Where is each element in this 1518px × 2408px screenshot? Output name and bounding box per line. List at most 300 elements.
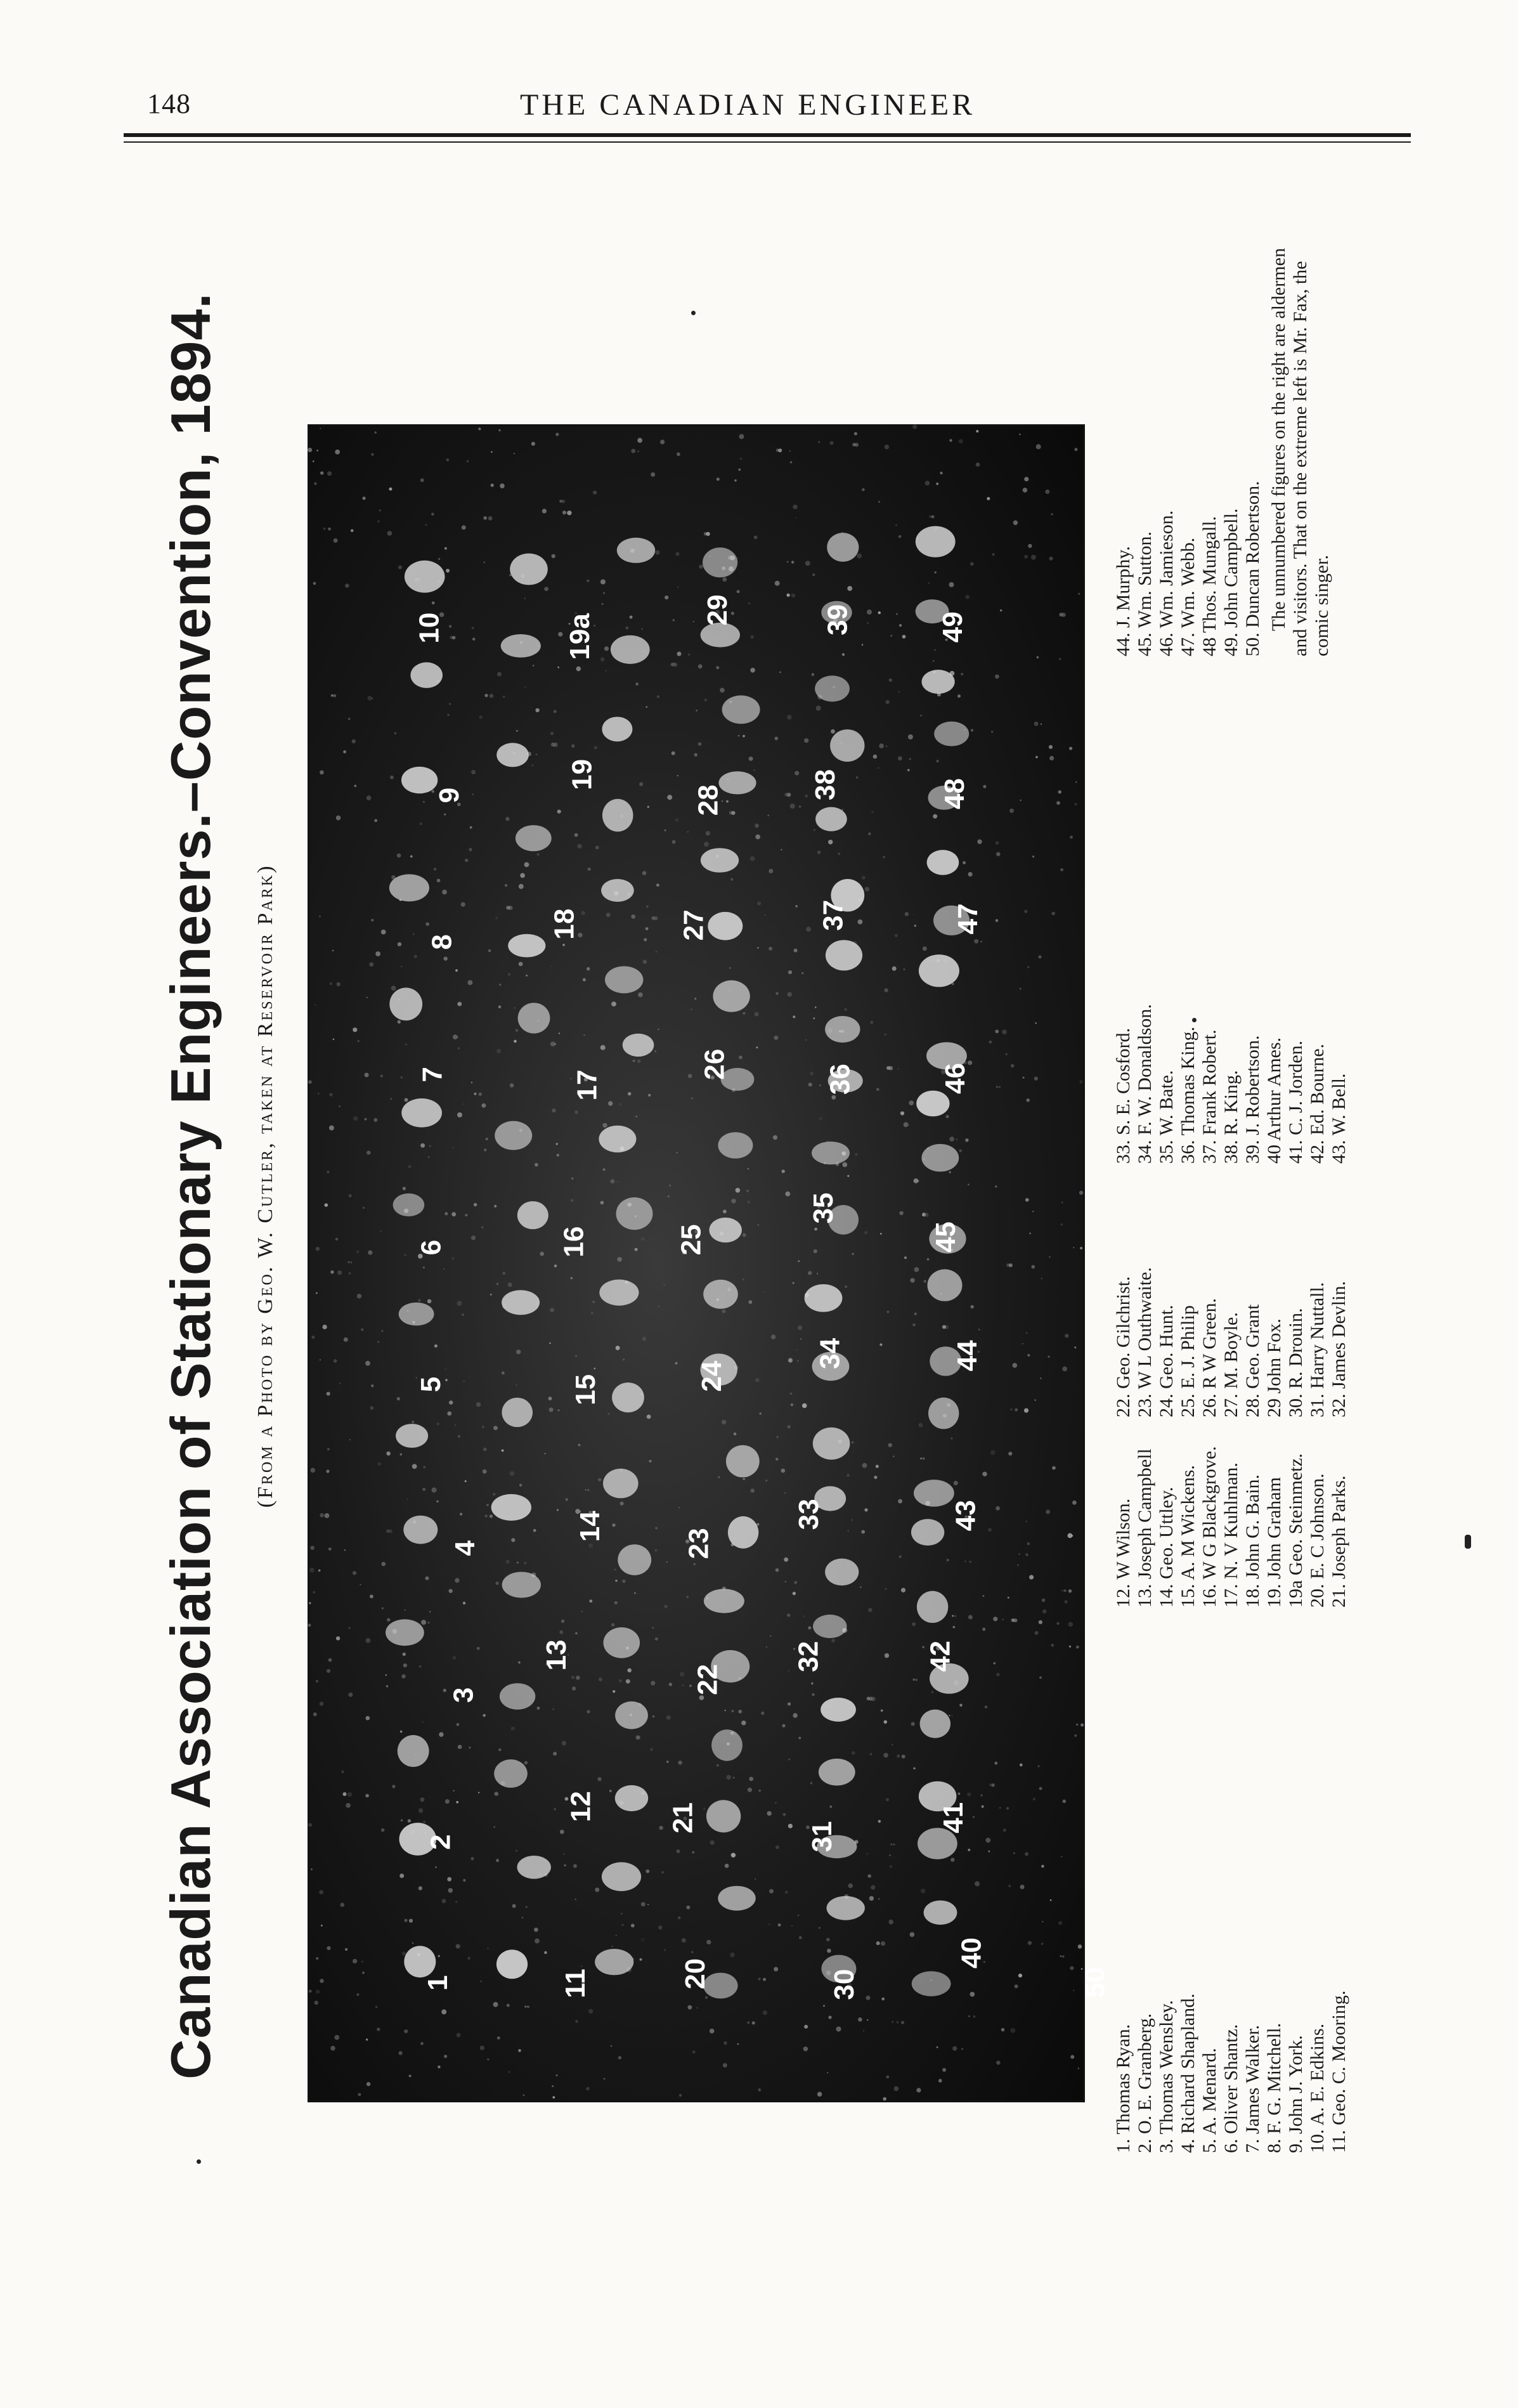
halftone-speck [403, 1663, 407, 1667]
halftone-speck [657, 695, 660, 698]
halftone-speck [937, 2047, 938, 2048]
halftone-speck [698, 742, 702, 746]
halftone-speck [617, 1181, 618, 1182]
halftone-speck [1013, 521, 1018, 525]
halftone-speck [575, 1899, 576, 1900]
halftone-speck [419, 1665, 422, 1668]
halftone-speck [818, 441, 820, 443]
halftone-speck [647, 1904, 649, 1905]
halftone-speck [642, 871, 647, 875]
halftone-speck [550, 732, 554, 735]
halftone-speck [812, 673, 814, 675]
halftone-speck [737, 590, 740, 593]
key-column-2 [1113, 1446, 1350, 1608]
halftone-speck [812, 573, 815, 576]
halftone-speck [885, 1034, 886, 1036]
halftone-speck [852, 1520, 853, 1521]
halftone-speck [865, 887, 869, 891]
figure-face [389, 875, 429, 902]
halftone-speck [673, 619, 675, 621]
figure-face [510, 554, 548, 585]
halftone-speck [884, 988, 888, 992]
halftone-speck [463, 1103, 464, 1105]
halftone-speck [1028, 1941, 1032, 1945]
figure-face [710, 1218, 742, 1242]
halftone-speck [353, 1571, 356, 1575]
halftone-speck [436, 1500, 439, 1503]
halftone-speck [1061, 1856, 1062, 1857]
halftone-speck [918, 1180, 919, 1181]
halftone-speck [758, 1978, 761, 1981]
halftone-speck [885, 1653, 889, 1658]
halftone-speck [449, 625, 451, 628]
halftone-speck [646, 906, 649, 908]
figure-face [396, 1424, 428, 1448]
halftone-speck [625, 627, 628, 630]
halftone-speck [444, 1368, 446, 1370]
halftone-speck [398, 942, 401, 946]
halftone-speck [484, 694, 488, 697]
halftone-speck [343, 1792, 347, 1796]
halftone-speck [996, 852, 1001, 857]
halftone-speck [345, 1948, 347, 1951]
halftone-speck [316, 1247, 320, 1251]
key-column-1 [1113, 1991, 1350, 2153]
halftone-speck [320, 1702, 324, 1706]
figure-number-label: 45 [930, 1221, 961, 1253]
halftone-speck [786, 594, 789, 597]
halftone-speck [348, 718, 351, 720]
halftone-speck [1068, 1622, 1074, 1627]
halftone-speck [885, 1588, 886, 1590]
halftone-speck [510, 1471, 515, 1476]
halftone-speck [949, 439, 952, 441]
halftone-speck [828, 2015, 831, 2019]
halftone-speck [805, 795, 808, 798]
halftone-speck [398, 1020, 401, 1024]
key-entry: 19a Geo. Steinmetz. [1285, 1453, 1306, 1608]
halftone-speck [572, 1686, 576, 1690]
halftone-speck [1000, 609, 1002, 612]
halftone-speck [876, 1465, 879, 1468]
halftone-speck [817, 2092, 822, 2097]
halftone-speck [868, 1608, 873, 1612]
figure-number-label: 46 [939, 1063, 971, 1094]
halftone-speck [516, 1384, 517, 1386]
halftone-speck [401, 1819, 403, 1821]
halftone-speck [961, 673, 963, 675]
halftone-speck [405, 1098, 408, 1102]
figure-number-label: 20 [679, 1958, 711, 1989]
halftone-speck [334, 2035, 339, 2040]
halftone-speck [1074, 1734, 1077, 1737]
halftone-speck [1037, 656, 1039, 658]
halftone-speck [694, 753, 697, 757]
halftone-speck [337, 1270, 342, 1275]
halftone-speck [1023, 1077, 1025, 1079]
halftone-speck [375, 951, 380, 956]
halftone-speck [371, 1384, 373, 1387]
halftone-speck [717, 1764, 719, 1767]
halftone-speck [494, 1205, 496, 1207]
halftone-speck [1064, 1589, 1067, 1592]
halftone-speck [830, 441, 834, 445]
halftone-speck [816, 706, 821, 711]
halftone-speck [812, 1693, 814, 1696]
halftone-speck [894, 2086, 899, 2092]
halftone-speck [654, 1050, 656, 1052]
halftone-speck [866, 1852, 869, 1855]
halftone-speck [560, 1830, 564, 1834]
halftone-speck [468, 980, 473, 986]
halftone-speck [903, 968, 905, 970]
figure-face [602, 1862, 641, 1891]
halftone-speck [1039, 1620, 1042, 1624]
halftone-speck [496, 1859, 499, 1862]
halftone-speck [485, 1514, 488, 1517]
halftone-speck [635, 1248, 638, 1251]
halftone-speck [952, 2047, 957, 2051]
figure-face [813, 1428, 850, 1460]
halftone-speck [1058, 1921, 1062, 1925]
halftone-speck [965, 595, 970, 599]
halftone-speck [866, 1996, 871, 2000]
key-entry: 45. Wm. Sutton. [1134, 531, 1155, 656]
halftone-speck [519, 1484, 522, 1487]
halftone-speck [471, 770, 476, 774]
halftone-speck [723, 2041, 727, 2045]
halftone-speck [677, 452, 680, 456]
halftone-speck [370, 1406, 374, 1410]
halftone-speck [434, 868, 436, 870]
figure-face [718, 1886, 755, 1911]
halftone-speck [483, 516, 487, 520]
halftone-speck [717, 478, 720, 481]
speck [1465, 1535, 1471, 1549]
halftone-speck [1062, 1955, 1064, 1957]
figure-face [922, 670, 955, 694]
halftone-speck [524, 862, 529, 868]
halftone-speck [562, 500, 565, 503]
halftone-speck [763, 1978, 766, 1981]
halftone-speck [434, 1344, 438, 1348]
halftone-speck [990, 1450, 996, 1455]
halftone-speck [621, 1924, 623, 1926]
halftone-speck [552, 1109, 555, 1112]
halftone-speck [904, 1123, 909, 1128]
figure-number-label: 47 [952, 903, 983, 935]
halftone-speck [330, 2046, 335, 2051]
key-entry: 43. W. Bell. [1328, 1073, 1349, 1164]
halftone-speck [706, 831, 710, 835]
halftone-speck [898, 1068, 899, 1069]
halftone-speck [399, 1873, 404, 1878]
halftone-speck [781, 849, 782, 850]
halftone-speck [743, 1012, 746, 1015]
halftone-speck [472, 627, 474, 629]
key-entry: 30. R. Drouin. [1285, 1308, 1306, 1417]
halftone-speck [323, 1325, 327, 1329]
halftone-speck [912, 1324, 916, 1327]
figure-number-label: 3 [448, 1687, 479, 1703]
halftone-speck [870, 1021, 873, 1024]
halftone-speck [863, 2030, 864, 2031]
halftone-speck [344, 1337, 348, 1342]
figure-face [501, 634, 541, 658]
halftone-speck [471, 1082, 473, 1084]
halftone-speck [767, 814, 769, 816]
halftone-speck [367, 1150, 370, 1154]
halftone-speck [1061, 1202, 1063, 1203]
figure-face [386, 1619, 424, 1646]
halftone-speck [1041, 724, 1042, 726]
key-entry: 25. E. J. Philip [1177, 1305, 1198, 1417]
halftone-speck [366, 2039, 368, 2041]
halftone-speck [575, 1632, 577, 1634]
halftone-speck [688, 653, 690, 655]
figure-number-label: 5 [415, 1376, 447, 1393]
figure-face [815, 675, 850, 701]
halftone-speck [864, 1231, 867, 1234]
halftone-speck [491, 484, 494, 487]
halftone-speck [611, 2045, 612, 2047]
halftone-speck [537, 1707, 540, 1710]
halftone-speck [806, 927, 811, 932]
halftone-speck [369, 962, 373, 966]
halftone-speck [773, 1135, 777, 1140]
halftone-speck [375, 2006, 377, 2008]
halftone-speck [878, 767, 879, 769]
halftone-speck [854, 432, 857, 435]
halftone-speck [344, 1549, 346, 1551]
figure-number-label: 19a [564, 613, 595, 660]
halftone-speck [961, 2048, 963, 2050]
halftone-speck [366, 1638, 371, 1643]
halftone-speck [442, 890, 447, 895]
halftone-speck [483, 1469, 487, 1474]
halftone-speck [493, 2002, 498, 2007]
halftone-speck [1042, 1610, 1047, 1614]
halftone-speck [1022, 1343, 1023, 1344]
halftone-speck [802, 1403, 807, 1409]
key-entry: 14. Geo. Uttley. [1156, 1487, 1177, 1608]
halftone-speck [1017, 1564, 1019, 1566]
halftone-speck [327, 1448, 330, 1450]
figure-face [726, 1445, 760, 1478]
halftone-speck [367, 795, 372, 800]
halftone-speck [694, 998, 696, 999]
header-rule [124, 133, 1411, 137]
halftone-speck [1018, 1553, 1020, 1555]
halftone-speck [550, 1308, 554, 1312]
halftone-speck [755, 824, 759, 828]
halftone-speck [409, 1919, 413, 1923]
halftone-speck [678, 1507, 680, 1508]
halftone-speck [436, 1422, 439, 1426]
halftone-speck [752, 2021, 755, 2024]
halftone-speck [908, 734, 913, 739]
halftone-speck [1013, 1363, 1018, 1368]
halftone-speck [958, 1793, 961, 1795]
halftone-speck [438, 558, 440, 560]
halftone-speck [785, 1581, 786, 1582]
halftone-speck [394, 732, 397, 734]
halftone-speck [1080, 1724, 1084, 1727]
halftone-speck [998, 1086, 1001, 1088]
halftone-speck [769, 869, 773, 873]
halftone-speck [1040, 1377, 1042, 1379]
halftone-speck [737, 2043, 739, 2045]
halftone-speck [651, 472, 655, 477]
halftone-speck [1034, 1399, 1036, 1401]
halftone-speck [738, 735, 740, 737]
key-entry: 31. Harry Nuttall. [1307, 1282, 1328, 1417]
halftone-speck [506, 1560, 510, 1564]
figure-face [934, 722, 969, 746]
halftone-speck [804, 2025, 808, 2029]
halftone-speck [790, 461, 792, 463]
halftone-speck [493, 1493, 496, 1496]
figure-number-label: 48 [939, 778, 971, 810]
halftone-speck [308, 1624, 311, 1627]
halftone-speck [490, 1294, 492, 1296]
halftone-speck [362, 1972, 365, 1974]
figure-face [615, 1785, 648, 1811]
halftone-speck [471, 1857, 474, 1860]
figure-face [595, 1949, 633, 1975]
halftone-speck [791, 1403, 793, 1406]
halftone-speck [498, 1748, 502, 1752]
halftone-speck [351, 530, 353, 532]
halftone-speck [651, 916, 655, 920]
halftone-speck [620, 1502, 624, 1506]
halftone-speck [898, 691, 900, 693]
halftone-speck [867, 1874, 871, 1878]
halftone-speck [552, 1708, 554, 1710]
halftone-speck [581, 911, 585, 915]
halftone-speck [555, 2074, 557, 2076]
halftone-speck [766, 1646, 767, 1648]
halftone-speck [341, 1903, 345, 1907]
halftone-speck [481, 1103, 486, 1108]
key-entry: 9. John J. York. [1285, 2035, 1306, 2153]
halftone-speck [335, 450, 340, 455]
halftone-speck [429, 1145, 431, 1147]
halftone-speck [769, 1923, 770, 1925]
halftone-speck [550, 965, 551, 966]
halftone-speck [878, 1898, 880, 1900]
halftone-speck [595, 1887, 599, 1892]
halftone-speck [723, 2063, 727, 2067]
halftone-speck [1001, 2028, 1005, 2032]
halftone-speck [382, 1607, 384, 1609]
halftone-speck [457, 2033, 461, 2038]
halftone-speck [912, 1679, 915, 1681]
halftone-speck [924, 1280, 927, 1283]
halftone-speck [967, 1793, 971, 1797]
halftone-speck [316, 1957, 318, 1960]
halftone-speck [810, 1782, 813, 1785]
halftone-speck [516, 1850, 517, 1852]
halftone-speck [750, 1488, 755, 1493]
halftone-speck [656, 951, 658, 953]
halftone-speck [1035, 756, 1038, 758]
halftone-speck [886, 745, 888, 747]
halftone-speck [847, 586, 852, 591]
halftone-speck [462, 525, 466, 530]
halftone-speck [361, 1328, 363, 1331]
halftone-speck [782, 1813, 786, 1816]
halftone-speck [913, 1767, 915, 1769]
halftone-speck [533, 1529, 536, 1532]
halftone-speck [329, 1126, 334, 1131]
halftone-speck [514, 453, 515, 454]
halftone-speck [895, 524, 897, 526]
halftone-speck [1025, 1553, 1028, 1556]
halftone-speck [1039, 1676, 1042, 1679]
halftone-speck [883, 1753, 888, 1758]
halftone-speck [1006, 1807, 1009, 1809]
halftone-speck [611, 1001, 616, 1006]
halftone-speck [571, 1199, 573, 1202]
key-entry: 40 Arthur Ames. [1264, 1037, 1285, 1164]
halftone-speck [1002, 1029, 1007, 1034]
halftone-speck [1002, 1618, 1004, 1620]
key-entry: 21. Joseph Parks. [1328, 1475, 1349, 1608]
halftone-speck [444, 2055, 447, 2058]
halftone-speck [672, 840, 676, 844]
halftone-speck [421, 1620, 426, 1625]
halftone-speck [518, 1662, 521, 1664]
halftone-speck [381, 1330, 383, 1332]
halftone-speck [626, 1679, 630, 1684]
halftone-speck [1009, 809, 1014, 813]
halftone-speck [748, 1300, 752, 1304]
halftone-speck [447, 714, 449, 716]
halftone-speck [367, 2082, 370, 2086]
halftone-speck [782, 1724, 785, 1728]
halftone-speck [456, 1944, 460, 1948]
halftone-speck [316, 1680, 318, 1682]
halftone-speck [1041, 1865, 1044, 1868]
halftone-speck [481, 1227, 483, 1228]
halftone-speck [645, 927, 649, 930]
halftone-speck [597, 1777, 601, 1781]
halftone-speck [819, 1117, 822, 1120]
halftone-speck [688, 1074, 692, 1078]
halftone-speck [749, 1777, 753, 1781]
halftone-speck [348, 1261, 350, 1263]
figure-face [825, 1559, 859, 1586]
halftone-speck [860, 1586, 862, 1588]
halftone-speck [334, 538, 338, 543]
halftone-speck [679, 2094, 682, 2097]
halftone-speck [353, 1116, 358, 1121]
halftone-speck [651, 1681, 655, 1686]
halftone-speck [365, 1073, 369, 1077]
key-entry: 33. S. E. Cosford. [1113, 1027, 1134, 1164]
halftone-speck [425, 1577, 429, 1580]
halftone-speck [380, 1074, 384, 1077]
halftone-speck [845, 1285, 847, 1288]
halftone-speck [981, 941, 982, 942]
figure-face [920, 1710, 950, 1738]
halftone-speck [444, 547, 447, 550]
halftone-speck [320, 771, 324, 775]
halftone-speck [330, 1270, 334, 1273]
key-entry: 24. Geo. Hunt. [1156, 1305, 1177, 1417]
halftone-speck [336, 816, 341, 821]
